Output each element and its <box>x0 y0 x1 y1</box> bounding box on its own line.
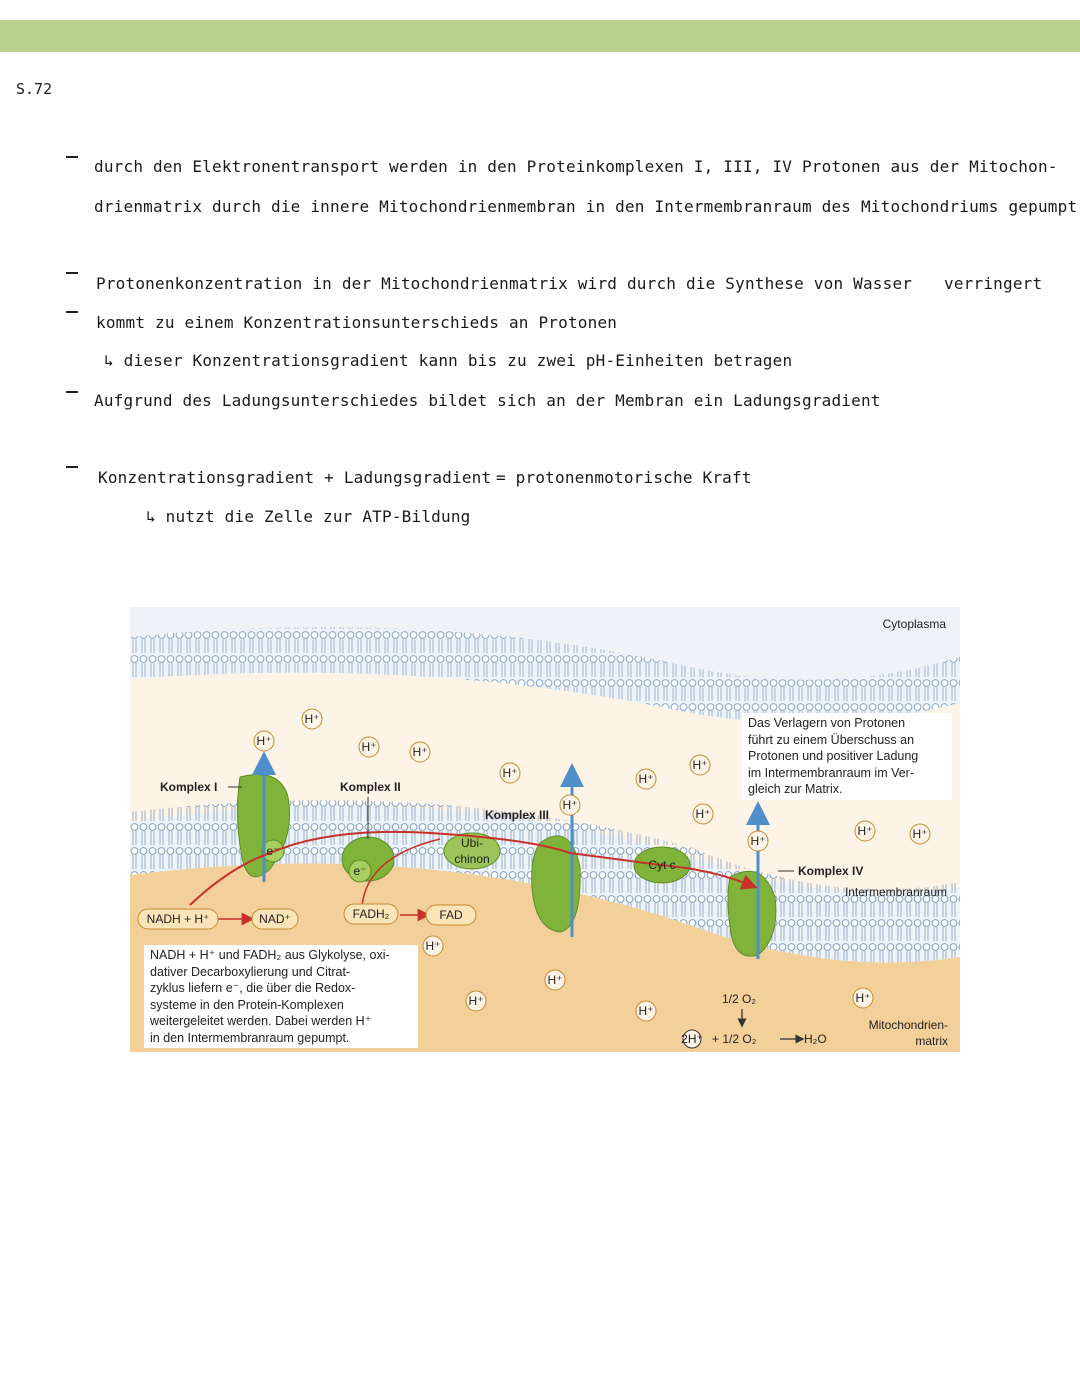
note-text-line: Das Verlagern von Protonen <box>748 716 906 730</box>
note-text-line: führt zu einem Überschuss an <box>748 732 915 747</box>
note-line-8: ↳ nutzt die Zelle zur ATP-Bildung <box>146 507 471 526</box>
svg-text:H⁺: H⁺ <box>256 734 272 748</box>
bullet-dash <box>66 391 78 393</box>
caption-line: in den Intermembranraum gepumpt. <box>150 1030 350 1045</box>
figure-caption <box>144 945 418 1048</box>
svg-text:H⁺: H⁺ <box>750 834 766 848</box>
caption-line: NADH + H⁺ und FADH₂ aus Glykolyse, oxi- <box>150 948 390 962</box>
cytoplasma-label: Cytoplasma <box>882 617 946 631</box>
page-number: S.72 <box>16 80 53 98</box>
nad-label: NAD⁺ <box>259 912 291 926</box>
note-text-line: Protonen und positiver Ladung <box>748 749 919 763</box>
cytc-label: Cyt c <box>648 858 676 872</box>
caption-line: zyklus liefern e⁻, die über die Redox- <box>150 981 356 995</box>
matrix-label-1: Mitochondrien- <box>868 1018 948 1032</box>
note-line-3-end: verringert <box>944 274 1043 293</box>
svg-text:H⁺: H⁺ <box>468 994 484 1008</box>
note-text-line: im Intermembranraum im Ver- <box>748 765 915 780</box>
svg-text:H⁺: H⁺ <box>547 973 563 987</box>
svg-text:H⁺: H⁺ <box>855 991 871 1005</box>
ubichinon-label-2: chinon <box>454 852 490 866</box>
bullet-dash <box>66 272 78 274</box>
bullet-dash <box>66 311 78 313</box>
fad-label: FAD <box>439 908 463 922</box>
note-line-2: drienmatrix durch die innere Mitochondrienmembran in den Intermembranraum des Mitochondriums gepumpt <box>94 197 1078 216</box>
plus-half-oxygen: + 1/2 O₂ <box>712 1032 757 1046</box>
note-line-4: kommt zu einem Konzentrationsunterschieds an Protonen <box>96 313 618 332</box>
matrix-label-2: matrix <box>915 1034 948 1048</box>
header-accent-bar <box>0 20 1080 52</box>
svg-text:H⁺: H⁺ <box>412 745 428 759</box>
note-line-5: ↳ dieser Konzentrationsgradient kann bis zu zwei pH-Einheiten betragen <box>104 351 793 370</box>
svg-text:H⁺: H⁺ <box>912 827 928 841</box>
note-line-6: Aufgrund des Ladungsunterschiedes bildet sich an der Membran ein Ladungsgradient <box>94 391 881 410</box>
half-oxygen: 1/2 O₂ <box>722 992 757 1006</box>
komplex-3-label: Komplex III <box>485 808 550 822</box>
proton-shift-note <box>742 713 952 800</box>
caption-line: systeme in den Protein-Komplexen <box>150 997 344 1012</box>
svg-text:H⁺: H⁺ <box>425 939 441 953</box>
note-line-3: Protonenkonzentration in der Mitochondrienmatrix wird durch die Synthese von Wasser <box>96 274 913 293</box>
svg-text:H⁺: H⁺ <box>562 798 578 812</box>
svg-text:H⁺: H⁺ <box>638 772 654 786</box>
svg-text:H⁺: H⁺ <box>695 807 711 821</box>
svg-text:H⁺: H⁺ <box>638 1004 654 1018</box>
electron-transport-figure <box>130 607 960 1052</box>
nadh-label: NADH + H⁺ <box>146 912 210 926</box>
svg-text:H⁺: H⁺ <box>502 766 518 780</box>
water-label: H₂O <box>804 1032 827 1046</box>
komplex-4-label: Komplex IV <box>798 864 864 878</box>
caption-line: dativer Decarboxylierung und Citrat- <box>150 964 351 979</box>
svg-text:H⁺: H⁺ <box>304 712 320 726</box>
electron-label: e⁻ <box>266 844 280 858</box>
intermembranraum-label: Intermembranraum <box>844 885 947 899</box>
svg-text:H⁺: H⁺ <box>857 824 873 838</box>
note-line-7: Konzentrationsgradient + Ladungsgradient <box>98 468 492 487</box>
note-line-1: durch den Elektronentransport werden in den Proteinkomplexen I, III, IV Protonen aus der Mitochon- <box>94 157 1058 176</box>
note-text-line: gleich zur Matrix. <box>748 782 843 796</box>
note-line-7-result: = protonenmotorische Kraft <box>496 468 752 487</box>
ubichinon-label-1: Ubi- <box>460 836 484 850</box>
svg-text:H⁺: H⁺ <box>692 758 708 772</box>
fadh-label: FADH₂ <box>352 907 390 921</box>
bullet-dash <box>66 466 78 468</box>
electron-label: e⁻ <box>353 864 367 878</box>
komplex-1-label: Komplex I <box>160 780 218 794</box>
bullet-dash <box>66 156 78 158</box>
two-protons: 2H⁺ <box>681 1032 703 1046</box>
svg-text:H⁺: H⁺ <box>361 740 377 754</box>
caption-line: weitergeleitet werden. Dabei werden H⁺ <box>150 1014 372 1028</box>
komplex-2-label: Komplex II <box>340 780 401 794</box>
